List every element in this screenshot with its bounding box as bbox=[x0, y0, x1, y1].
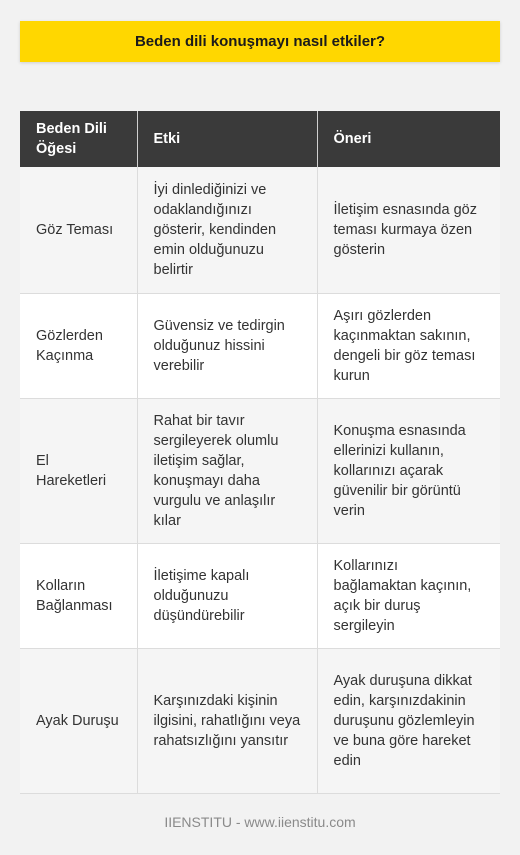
column-header-advice: Öneri bbox=[317, 111, 500, 167]
table-row bbox=[20, 293, 500, 398]
table-row bbox=[20, 543, 500, 648]
page-title: Beden dili konuşmayı nasıl etkiler? bbox=[20, 21, 500, 62]
cell-element: Gözlerden Kaçınma bbox=[20, 293, 137, 398]
table-header-row bbox=[20, 111, 500, 167]
cell-element: Kolların Bağlanması bbox=[20, 543, 137, 648]
cell-effect: İletişime kapalı olduğunuzu düşündürebilir bbox=[137, 543, 317, 648]
body-language-table bbox=[20, 111, 500, 794]
cell-effect: İyi dinlediğinizi ve odaklandığınızı gösterir, kendinden emin olduğunuzu belirtir bbox=[137, 167, 317, 293]
cell-element: Göz Teması bbox=[20, 167, 137, 293]
table-row bbox=[20, 648, 500, 793]
cell-effect: Karşınızdaki kişinin ilgisini, rahatlığını veya rahatsızlığını yansıtır bbox=[137, 648, 317, 793]
cell-advice: Konuşma esnasında ellerinizi kullanın, kollarınızı açarak güvenilir bir görüntü verin bbox=[317, 398, 500, 543]
cell-element: El Hareketleri bbox=[20, 398, 137, 543]
cell-advice: Aşırı gözlerden kaçınmaktan sakının, dengeli bir göz teması kurun bbox=[317, 293, 500, 398]
cell-advice: Ayak duruşuna dikkat edin, karşınızdakinin duruşunu gözlemleyin ve buna göre hareket edin bbox=[317, 648, 500, 793]
table-row bbox=[20, 398, 500, 543]
footer-credit: IIENSTITU - www.iienstitu.com bbox=[164, 814, 356, 830]
cell-effect: Güvensiz ve tedirgin olduğunuz hissini verebilir bbox=[137, 293, 317, 398]
cell-effect: Rahat bir tavır sergileyerek olumlu iletişim sağlar, konuşmayı daha vurgulu ve anlaşılır kılar bbox=[137, 398, 317, 543]
cell-advice: Kollarınızı bağlamaktan kaçının, açık bir duruş sergileyin bbox=[317, 543, 500, 648]
cell-element: Ayak Duruşu bbox=[20, 648, 137, 793]
column-header-effect: Etki bbox=[137, 111, 317, 167]
table-row bbox=[20, 167, 500, 293]
cell-advice: İletişim esnasında göz teması kurmaya özen gösterin bbox=[317, 167, 500, 293]
column-header-element: Beden Dili Öğesi bbox=[20, 111, 137, 167]
